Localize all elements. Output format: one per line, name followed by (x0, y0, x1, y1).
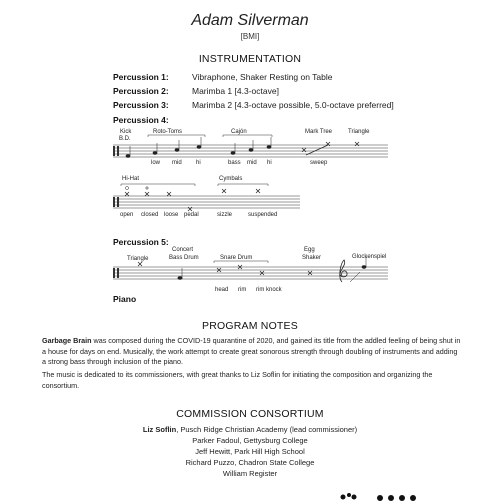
composer-affiliation: [BMI] (240, 32, 260, 41)
perc3-label: Percussion 3: (113, 100, 169, 110)
program-notes-title: PROGRAM NOTES (202, 320, 298, 332)
perc5-label: Percussion 5: (113, 237, 169, 247)
program-notes-paragraph-2: The music is dedicated to its commissioners, with great thanks to Liz Soflin for initiating the composition and organizing the consortium. (42, 370, 433, 390)
label-rototoms: Roto-Toms (153, 129, 183, 135)
label-snaredrum: Snare Drum (220, 255, 253, 261)
program-notes-paragraph-1 (42, 336, 462, 368)
label-cymbals: Cymbals (219, 176, 243, 182)
label-head: head (215, 287, 229, 293)
label-shaker: Shaker (302, 255, 322, 261)
consortium-member: William Register (222, 469, 278, 478)
piece-title: Garbage Brain (42, 336, 92, 345)
label-bass: bass (228, 160, 241, 166)
consortium-lead (0, 424, 500, 435)
perc1-desc: Vibraphone, Shaker Resting on Table (192, 72, 333, 82)
label-egg: Egg (304, 247, 315, 253)
consortium-member: Richard Puzzo, Chadron State College (185, 458, 315, 467)
perc1-label: Percussion 1: (113, 72, 169, 82)
label-kick: Kick (120, 129, 132, 135)
label-glockenspiel: Glockenspiel (352, 254, 387, 260)
label-mid: mid (172, 160, 182, 166)
label-sizzle: sizzle (217, 212, 233, 218)
label-cajon: Cajón (231, 129, 247, 135)
consortium-title: COMMISSION CONSORTIUM (176, 408, 324, 420)
label-loose: loose (164, 212, 179, 218)
lead-affiliation: , Pusch Ridge Christian Academy (lead commissioner) (176, 425, 358, 434)
consortium-member: Parker Fadoul, Gettysburg College (192, 436, 308, 445)
piano-label: Piano (113, 294, 137, 304)
label-sweep: sweep (310, 160, 328, 166)
label-bassdrum: Bass Drum (169, 255, 199, 261)
label-closed: closed (141, 212, 159, 218)
label-rim: rim (238, 287, 247, 293)
program-notes-text-1: was composed during the COVID-19 quarantine of 2020, and gained its title from the addled feeling of being shut in a house for days on end. Musically, the work attempt to create great sonorous strength through doubling of instruments and adding a strong bass through inclusion of the piano. (42, 336, 461, 366)
consortium-member: Jeff Hewitt, Park Hill High School (195, 447, 305, 456)
label-suspended: suspended (248, 212, 278, 218)
label-rimknock: rim knock (256, 287, 282, 293)
label-hi: hi (196, 160, 201, 166)
perc4-label: Percussion 4: (113, 115, 169, 125)
lead-name: Liz Soflin (142, 425, 177, 434)
instrumentation-title: INSTRUMENTATION (198, 53, 302, 65)
label-open: open (120, 212, 134, 218)
perc3-desc: Marimba 2 [4.3-octave possible, 5.0-octave preferred] (192, 100, 394, 110)
perc2-label: Percussion 2: (113, 86, 169, 96)
label-pedal: pedal (184, 212, 199, 218)
label-triangle-p5: Triangle (127, 256, 149, 262)
label-low: low (151, 160, 161, 166)
label-mid-2: mid (247, 160, 257, 166)
composer-name: Adam Silverman (191, 12, 309, 29)
perc2-desc: Marimba 1 [4.3-octave] (192, 86, 279, 96)
label-hi-2: hi (267, 160, 272, 166)
label-marktree: Mark Tree (305, 129, 333, 135)
label-hihat: Hi-Hat (122, 176, 140, 182)
label-triangle: Triangle (348, 129, 370, 135)
label-concert: Concert (172, 247, 194, 253)
perc4-staff-2 (0, 176, 500, 226)
label-bd: B.D. (119, 136, 131, 142)
